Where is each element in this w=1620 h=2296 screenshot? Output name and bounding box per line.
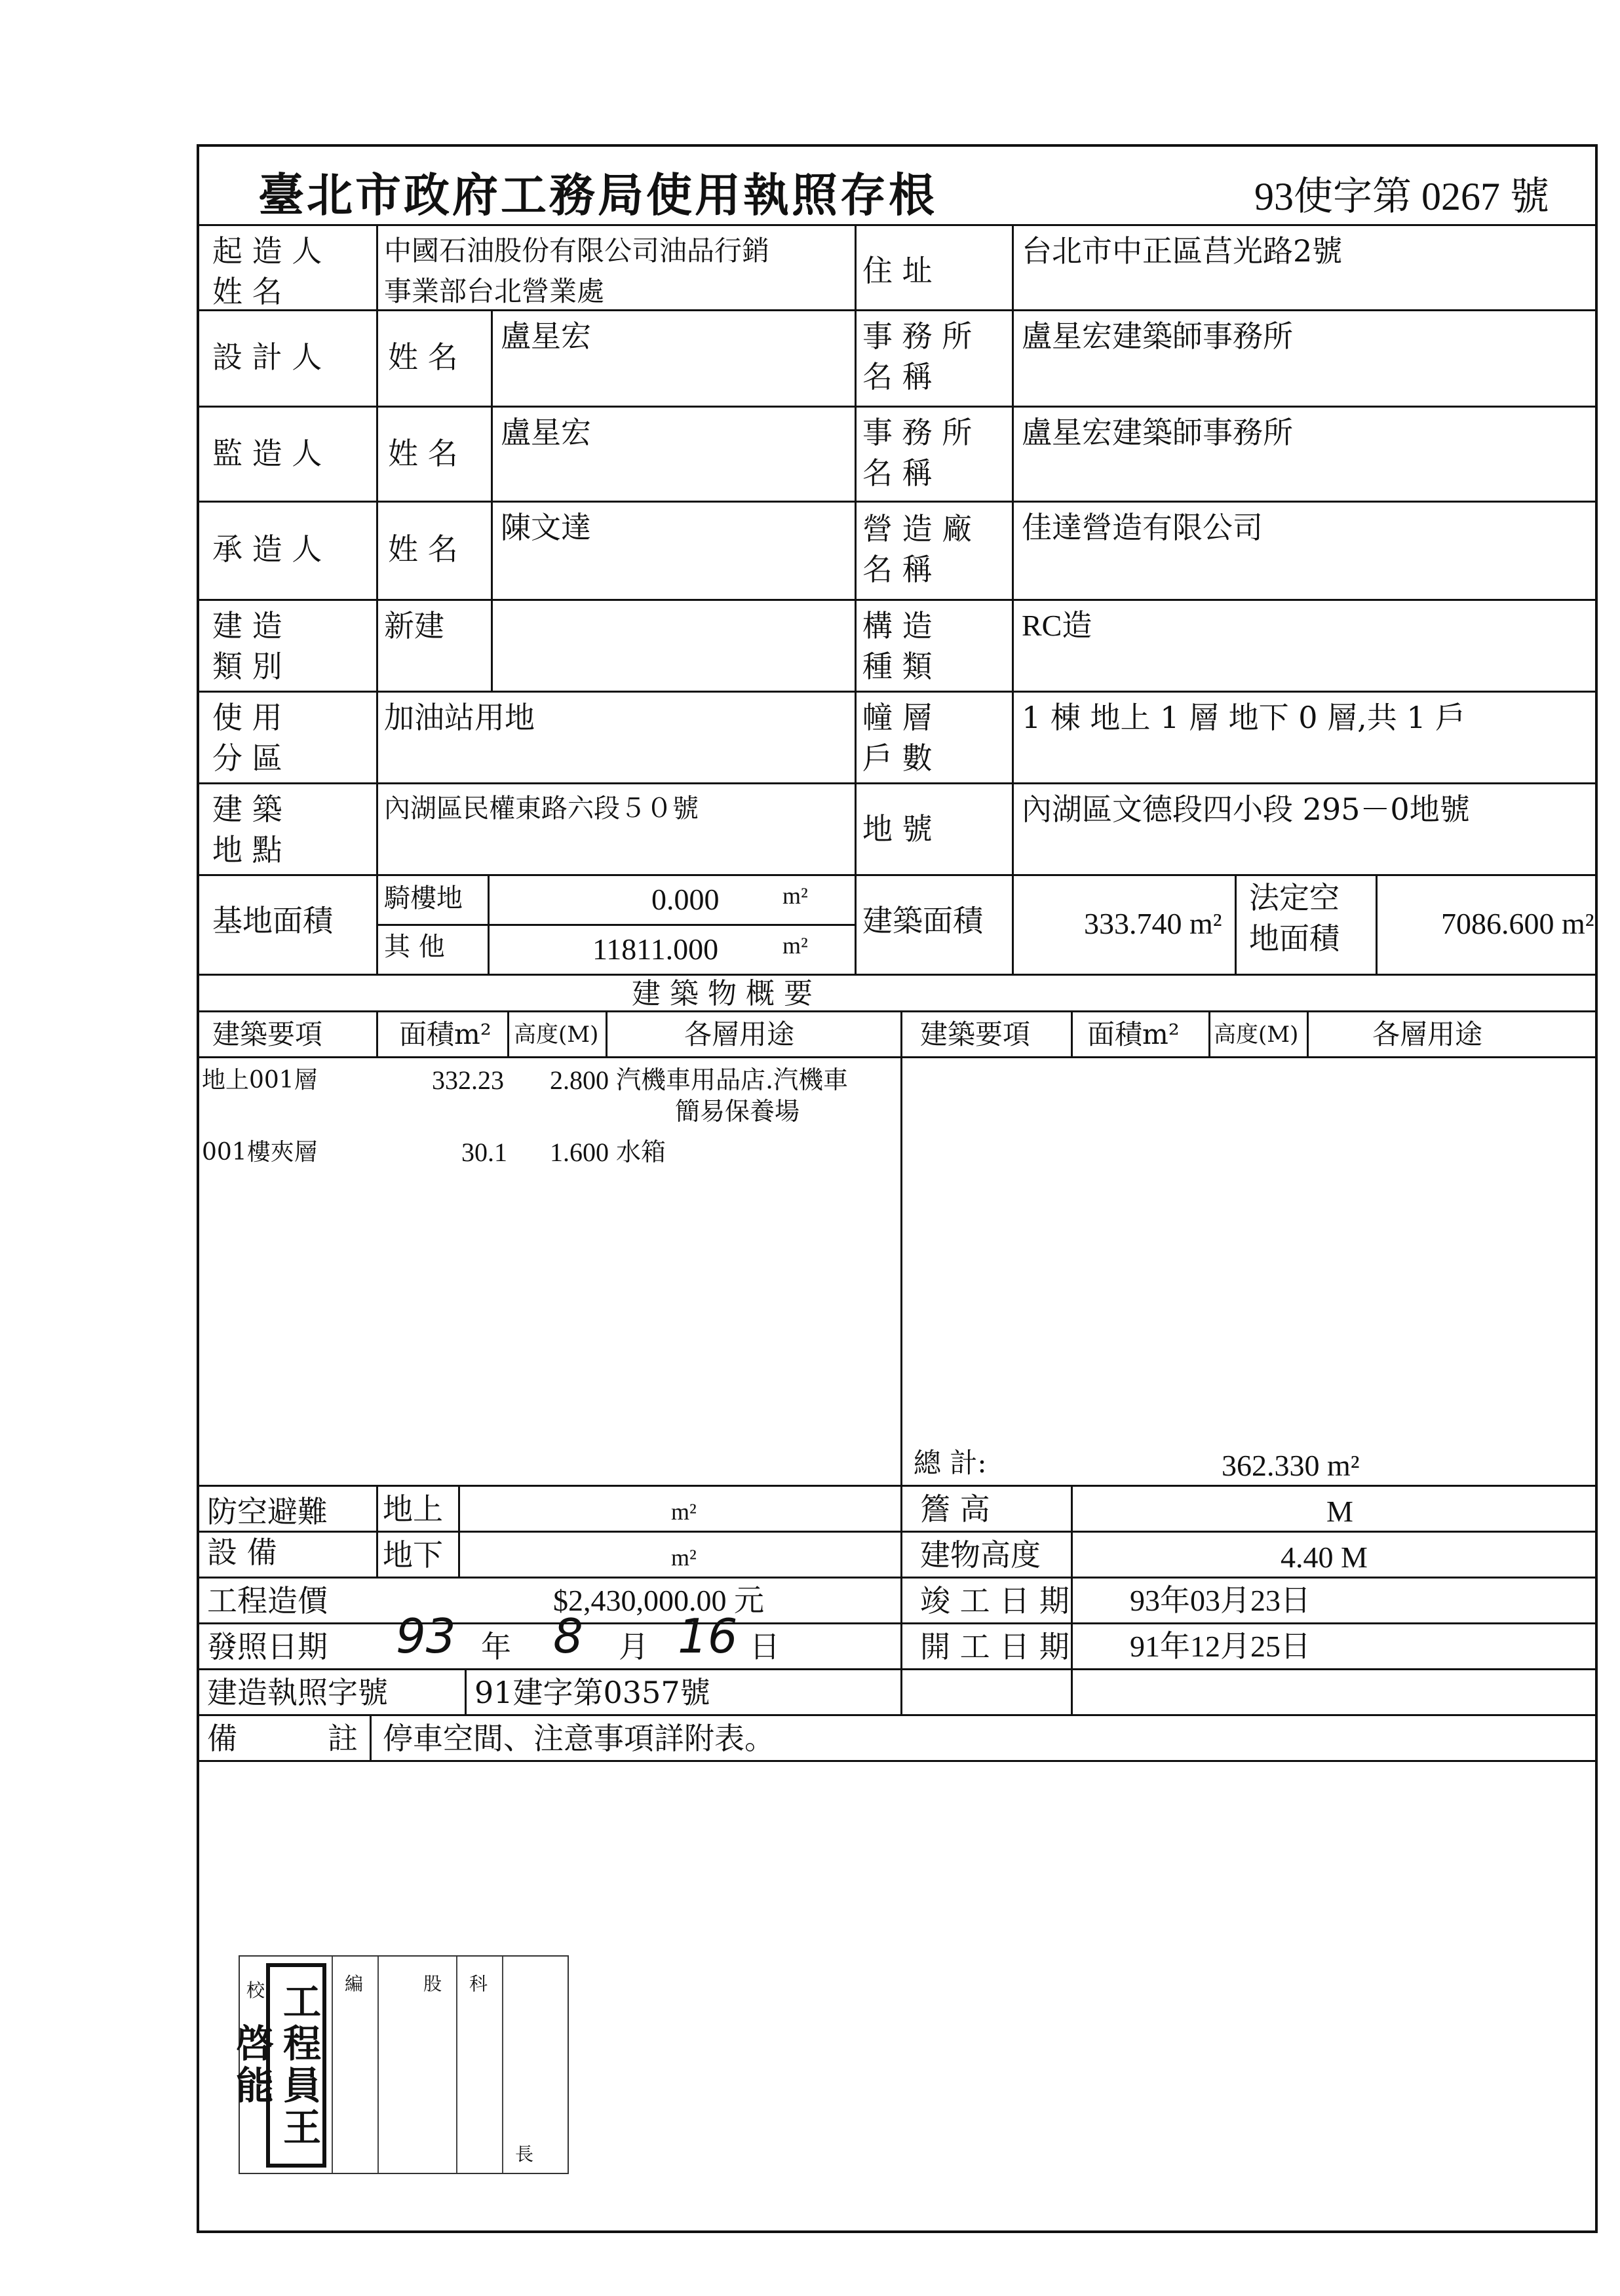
issue-date-label: 發照日期 — [207, 1629, 328, 1664]
issue-month-unit: 月 — [619, 1629, 649, 1664]
row-use: 水箱 — [616, 1138, 666, 1166]
shelter-above-unit: m² — [671, 1499, 697, 1525]
owner-name: 中國石油股份有限公司油品行銷 事業部台北營業處 — [384, 235, 770, 307]
owner-label: 起 造 人 姓 名 — [212, 233, 322, 309]
total-area: 362.330 m² — [1222, 1449, 1360, 1482]
col-item: 建築要項 — [212, 1018, 323, 1050]
issue-day: 16 — [678, 1609, 738, 1664]
eaves-label: 簷 高 — [920, 1491, 990, 1527]
shelter-below-label: 地下 — [383, 1537, 443, 1573]
supervisor-name-label: 姓 名 — [388, 436, 458, 471]
supervisor-office-label: 事 務 所 名 稱 — [862, 415, 973, 491]
build-type: 新建 — [384, 608, 444, 643]
location-label: 建 築 地 點 — [212, 792, 282, 868]
building-area-label: 建築面積 — [862, 903, 983, 938]
building-address: 內湖區民權東路六段５０號 — [384, 794, 699, 824]
form-title: 臺北市政府工務局使用執照存根 — [258, 168, 937, 222]
col-area-2: 面積m² — [1087, 1018, 1180, 1050]
supervisor-label: 監 造 人 — [212, 436, 322, 471]
buildings-floors: 1 棟 地上 1 層 地下 0 層,共 1 戶 — [1022, 700, 1466, 735]
permit-value: 91建字第0357號 — [474, 1675, 710, 1710]
row-item: 地上001層 — [202, 1067, 318, 1094]
other-label: 其 他 — [384, 932, 445, 962]
arcade-area: 0.000 — [651, 883, 720, 916]
shelter-above-label: 地上 — [383, 1491, 443, 1527]
eaves-height: M — [1326, 1495, 1353, 1528]
permit-number: 93使字第 0267 號 — [1254, 175, 1549, 218]
designer-label: 設 計 人 — [212, 339, 322, 375]
completion-date: 93年03月23日 — [1130, 1584, 1311, 1617]
col-item-2: 建築要項 — [920, 1018, 1031, 1050]
building-height: 4.40 M — [1281, 1540, 1368, 1574]
col-use: 各層用途 — [684, 1018, 795, 1050]
building-area: 333.740 m² — [1084, 907, 1222, 940]
issue-year: 93 — [396, 1609, 456, 1664]
row-area: 30.1 — [461, 1138, 507, 1167]
supervisor-office: 盧星宏建築師事務所 — [1022, 415, 1293, 450]
engineer-stamp: 工程員王啓能 — [266, 1963, 326, 2168]
build-type-label: 建 造 類 別 — [212, 608, 282, 684]
total-label: 總 計: — [914, 1447, 987, 1479]
col-height-2: 高度(M) — [1214, 1022, 1299, 1048]
contractor-office: 佳達營造有限公司 — [1022, 510, 1263, 545]
lot-label: 地 號 — [862, 811, 933, 847]
designer-name: 盧星宏 — [501, 318, 591, 354]
buildings-label: 幢 層 戶 數 — [862, 700, 933, 776]
other-area: 11811.000 — [592, 932, 719, 966]
col-area: 面積m² — [399, 1018, 492, 1050]
shelter-below-unit: m² — [671, 1544, 697, 1571]
row-height: 2.800 — [550, 1065, 609, 1095]
col-height: 高度(M) — [514, 1022, 599, 1048]
structure-type: RC造 — [1022, 609, 1092, 642]
structure-label: 構 造 種 類 — [862, 608, 933, 684]
contractor-office-label: 營 造 廠 名 稱 — [862, 511, 973, 587]
arcade-unit: m² — [782, 883, 808, 909]
building-height-label: 建物高度 — [920, 1537, 1041, 1573]
start-date: 91年12月25日 — [1130, 1630, 1311, 1663]
open-space-label: 法定空 地面積 — [1249, 880, 1340, 956]
row-area: 332.23 — [432, 1065, 504, 1095]
other-unit: m² — [782, 932, 808, 959]
use-zone-label: 使 用 分 區 — [212, 700, 282, 776]
permit-form — [197, 144, 1598, 2233]
row-use: 汽機車用品店.汽機車 簡易保養場 — [616, 1065, 849, 1126]
contractor-name: 陳文達 — [501, 510, 591, 545]
remarks-label: 備 註 — [207, 1721, 358, 1756]
issue-year-unit: 年 — [481, 1629, 511, 1664]
remarks: 停車空間、注意事項詳附表。 — [383, 1721, 775, 1756]
issue-day-unit: 日 — [750, 1629, 780, 1664]
contractor-label: 承 造 人 — [212, 531, 322, 567]
issue-month: 8 — [553, 1609, 583, 1664]
contractor-name-label: 姓 名 — [388, 531, 458, 567]
designer-office: 盧星宏建築師事務所 — [1022, 318, 1293, 354]
designer-name-label: 姓 名 — [388, 339, 458, 375]
permit-label: 建造執照字號 — [207, 1675, 388, 1710]
supervisor-name: 盧星宏 — [501, 415, 591, 450]
completion-label: 竣 工 日 期 — [920, 1583, 1070, 1618]
col-use-2: 各層用途 — [1372, 1018, 1483, 1050]
site-area-label: 基地面積 — [212, 903, 333, 938]
address-label: 住 址 — [862, 253, 933, 288]
shelter-label: 防空避難 設 備 — [207, 1494, 328, 1570]
use-zone: 加油站用地 — [384, 700, 535, 735]
lot-number: 內湖區文德段四小段 295－0地號 — [1022, 792, 1470, 827]
owner-address: 台北市中正區莒光路2號 — [1022, 233, 1343, 269]
overview-title: 建 築 物 概 要 — [632, 977, 813, 1010]
cost-value: $2,430,000.00 元 — [553, 1584, 764, 1617]
row-height: 1.600 — [550, 1138, 609, 1167]
start-date-label: 開 工 日 期 — [920, 1629, 1070, 1664]
open-space-area: 7086.600 m² — [1441, 907, 1594, 940]
designer-office-label: 事 務 所 名 稱 — [862, 318, 973, 394]
approval-stamp: 工程員王啓能 校 編 股 科 長 — [239, 1955, 569, 2174]
row-item: 001樓夾層 — [202, 1139, 318, 1166]
arcade-label: 騎樓地 — [384, 883, 463, 913]
cost-label: 工程造價 — [207, 1583, 328, 1618]
